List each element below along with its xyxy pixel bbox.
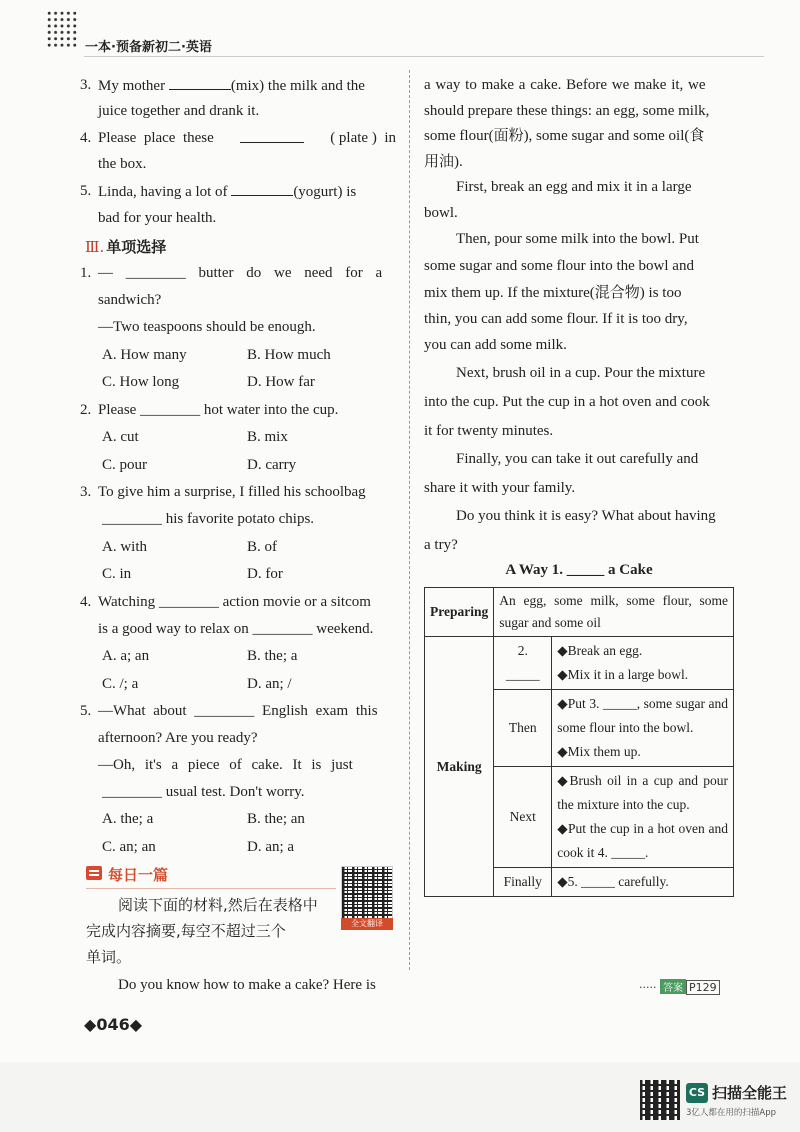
instruction-text: 完成内容摘要,每空不超过三个	[86, 922, 286, 940]
header-divider	[84, 56, 764, 57]
option-d[interactable]: D. for	[247, 566, 283, 582]
making-label: Making	[425, 637, 494, 897]
passage-text: 用油).	[424, 154, 463, 170]
question-number: 3.	[80, 484, 92, 500]
instruction-text: 单词。	[86, 948, 132, 966]
fill-item-text: Linda, having a lot of	[98, 184, 228, 200]
table-row	[425, 588, 734, 637]
section-number: Ⅲ.	[85, 238, 105, 256]
column-divider	[409, 70, 410, 970]
answer-badge: 答案	[660, 979, 686, 994]
question-number: 2.	[80, 402, 92, 418]
option-c[interactable]: C. pour	[102, 457, 147, 473]
step-content	[552, 690, 734, 767]
passage-text: a try?	[424, 537, 458, 553]
passage-text: Do you think it is easy? What about having	[456, 508, 716, 524]
document-icon	[86, 866, 102, 880]
passage-text: some flour(面粉), some sugar and some oil(食	[424, 128, 705, 144]
daily-reading-underline	[86, 888, 336, 889]
option-a[interactable]: A. cut	[102, 429, 139, 445]
scanner-brand: 扫描全能王	[712, 1084, 788, 1102]
translation-label: 全文翻译	[341, 918, 393, 930]
preparing-label: Preparing	[425, 588, 494, 637]
passage-text: you can add some milk.	[424, 337, 567, 353]
option-b[interactable]: B. the; a	[247, 648, 298, 664]
question-number: 1.	[80, 265, 92, 281]
fill-item-text: My mother	[98, 78, 166, 94]
question-stem: To give him a surprise, I filled his schoolbag	[98, 484, 366, 500]
fill-item-number: 3.	[80, 77, 92, 93]
table-title: A Way 1. _____ a Cake	[505, 562, 653, 578]
summary-table	[424, 587, 734, 897]
step-label[interactable]: 2. _____	[494, 637, 552, 690]
step-item[interactable]: ◆Put the cup in a hot oven and cook it 4. _____.	[557, 821, 728, 860]
fill-item-hint: (yogurt) is	[293, 184, 357, 200]
passage-text: should prepare these things: an egg, some milk,	[424, 103, 710, 119]
fill-item-hint: ( plate ) in	[330, 130, 396, 146]
page-number-value: 046	[96, 1015, 130, 1034]
option-b[interactable]: B. of	[247, 539, 277, 555]
header-dots-decoration	[46, 10, 78, 48]
passage-text: into the cup. Put the cup in a hot oven and cook	[424, 394, 710, 410]
fill-item-number: 4.	[80, 130, 92, 146]
question-stem: Watching ________ action movie or a sitcom	[98, 594, 371, 610]
fill-item-text: Please place these	[98, 130, 214, 146]
fill-item-number: 5.	[80, 183, 92, 199]
option-d[interactable]: D. an; a	[247, 839, 295, 855]
daily-reading-title: 每日一篇	[108, 866, 169, 884]
step-label: Next	[494, 767, 552, 868]
question-stem: — ________ butter do we need for a	[98, 265, 383, 281]
option-a[interactable]: A. How many	[102, 347, 187, 363]
step-content	[552, 767, 734, 868]
passage-text: First, break an egg and mix it in a large	[456, 179, 692, 195]
fill-item-continuation: juice together and drank it.	[98, 103, 260, 119]
passage-text: mix them up. If the mixture(混合物) is too	[424, 285, 682, 301]
step-item: ◆Mix them up.	[557, 744, 641, 759]
passage-text: some sugar and some flour into the bowl and	[424, 258, 694, 274]
question-stem: is a good way to relax on ________ weekend.	[98, 621, 374, 637]
option-d[interactable]: D. How far	[247, 374, 315, 390]
step-item[interactable]: ◆Put 3. _____, some sugar and some flour into the bowl.	[557, 696, 728, 735]
answer-blank[interactable]	[240, 129, 304, 143]
passage-text: thin, you can add some flour. If it is too dry,	[424, 311, 688, 327]
question-number: 4.	[80, 594, 92, 610]
option-c[interactable]: C. an; an	[102, 839, 156, 855]
option-c[interactable]: C. How long	[102, 374, 180, 390]
option-a[interactable]: A. with	[102, 539, 147, 555]
step-item: ◆Break an egg.	[557, 643, 643, 658]
preparing-text: An egg, some milk, some flour, some sugar and some oil	[494, 588, 734, 637]
passage-text: bowl.	[424, 205, 458, 221]
option-a[interactable]: A. a; an	[102, 648, 150, 664]
question-stem: ________ usual test. Don't worry.	[102, 784, 305, 800]
section-title: 单项选择	[106, 238, 167, 256]
question-stem: —Two teaspoons should be enough.	[98, 319, 316, 335]
passage-text: it for twenty minutes.	[424, 423, 554, 439]
qr-code-icon[interactable]	[341, 866, 393, 920]
option-b[interactable]: B. the; an	[247, 811, 305, 827]
fill-item-line	[98, 129, 396, 147]
option-d[interactable]: D. an; /	[247, 676, 292, 692]
fill-item-line	[98, 182, 396, 201]
answer-blank[interactable]	[169, 76, 231, 90]
question-stem: —Oh, it's a piece of cake. It is just	[98, 757, 353, 773]
question-stem: Please ________ hot water into the cup.	[98, 402, 339, 418]
step-item[interactable]: ◆5. _____ carefully.	[557, 874, 669, 889]
question-number: 5.	[80, 703, 92, 719]
table-row	[425, 637, 734, 690]
instruction-text: 阅读下面的材料,然后在表格中	[118, 896, 318, 914]
passage-text: share it with your family.	[424, 480, 576, 496]
step-content	[552, 637, 734, 690]
passage-text: Next, brush oil in a cup. Pour the mixture	[456, 365, 706, 381]
option-d[interactable]: D. carry	[247, 457, 297, 473]
passage-text: Finally, you can take it out carefully and	[456, 451, 699, 467]
step-item: ◆Brush oil in a cup and pour the mixture into the cup.	[557, 773, 728, 812]
option-a[interactable]: A. the; a	[102, 811, 154, 827]
question-stem: sandwich?	[98, 292, 162, 308]
option-b[interactable]: B. mix	[247, 429, 288, 445]
step-label: Then	[494, 690, 552, 767]
page-number: ◆046◆	[84, 1015, 143, 1034]
step-content	[552, 868, 734, 897]
fill-item-line	[98, 76, 396, 95]
answer-reference[interactable]	[639, 979, 720, 995]
fill-item-continuation: the box.	[98, 156, 147, 172]
passage-text: Then, pour some milk into the bowl. Put	[456, 231, 699, 247]
scanner-qr-icon	[640, 1080, 680, 1120]
scanner-logo: CS	[686, 1083, 708, 1103]
header-title: 一本·预备新初二·英语	[85, 40, 212, 55]
option-b[interactable]: B. How much	[247, 347, 331, 363]
answer-page: P129	[686, 980, 720, 995]
step-item: ◆Mix it in a large bowl.	[557, 667, 689, 682]
fill-item-hint: (mix) the milk and the	[230, 78, 365, 94]
section-heading	[85, 236, 166, 257]
option-c[interactable]: C. /; a	[102, 676, 139, 692]
question-stem: afternoon? Are you ready?	[98, 730, 258, 746]
footer-dots: ·····	[639, 981, 657, 994]
passage-text: Do you know how to make a cake? Here is	[118, 977, 376, 993]
question-stem: —What about ________ English exam this	[98, 703, 378, 719]
answer-blank[interactable]	[231, 182, 293, 196]
option-c[interactable]: C. in	[102, 566, 132, 582]
passage-text: a way to make a cake. Before we make it, we	[424, 77, 706, 93]
question-stem: ________ his favorite potato chips.	[102, 511, 315, 527]
step-label: Finally	[494, 868, 552, 897]
fill-item-continuation: bad for your health.	[98, 210, 217, 226]
scanner-tagline: 3亿人都在用的扫描App	[686, 1108, 777, 1118]
